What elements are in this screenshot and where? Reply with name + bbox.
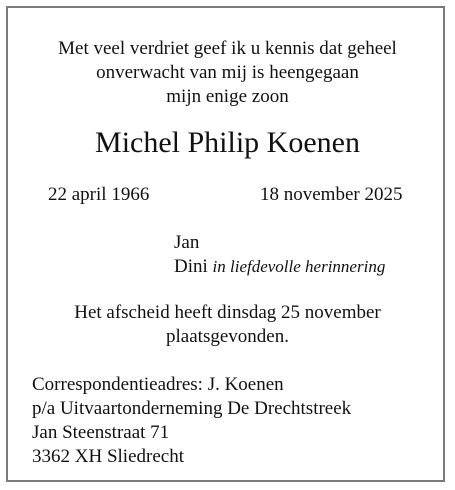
farewell-line-1: Het afscheid heeft dinsdag 25 november bbox=[74, 302, 381, 323]
birth-date: 22 april 1966 bbox=[48, 184, 150, 205]
correspondence-line-1: Correspondentieadres: J. Koenen bbox=[32, 374, 284, 395]
death-date: 18 november 2025 bbox=[260, 184, 403, 205]
intro-line-1: Met veel verdriet geef ik u kennis dat geheel bbox=[58, 38, 397, 59]
obituary-notice bbox=[6, 6, 445, 482]
mourner-dini-name: Dini bbox=[174, 256, 208, 277]
intro-line-2: onverwacht van mij is heengegaan bbox=[96, 62, 359, 83]
correspondence-line-4: 3362 XH Sliedrecht bbox=[32, 446, 184, 467]
deceased-name: Michel Philip Koenen bbox=[95, 126, 360, 159]
mourner-dini bbox=[174, 256, 385, 278]
correspondence-line-2: p/a Uitvaartonderneming De Drechtstreek bbox=[32, 398, 352, 419]
mourner-jan: Jan bbox=[174, 232, 200, 253]
intro-line-3: mijn enige zoon bbox=[166, 86, 289, 107]
correspondence-line-3: Jan Steenstraat 71 bbox=[32, 422, 170, 443]
farewell-line-2: plaatsgevonden. bbox=[166, 326, 289, 347]
mourner-dini-note: in liefdevolle herinnering bbox=[212, 257, 386, 276]
